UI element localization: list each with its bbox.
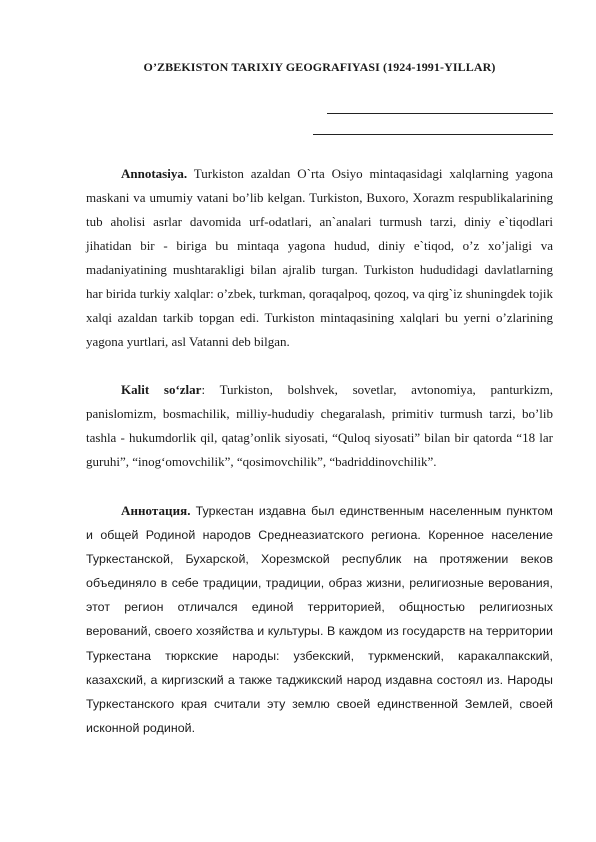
author-line-2 (313, 134, 553, 135)
keywords-uz-paragraph (86, 378, 553, 474)
annotation-ru-label: Аннотация. (121, 503, 191, 518)
keywords-uz-label: Kalit so‘zlar (121, 382, 202, 397)
annotation-uz-label: Annotasiya. (121, 166, 188, 181)
document-title: O’ZBEKISTON TARIXIY GEOGRAFIYASI (1924-1991-YILLAR) (143, 60, 496, 74)
annotation-uz-text: Turkiston azaldan O`rta Osiyo mintaqasidagi xalqlarning yagona maskani va umumiy vatani bo’lib kelgan. Turkiston, Buxoro, Xorazm respublikalarining tub aholisi asrlar davomida urf-odatlari, an`analari turmush tarzi, diniy e`tiqodlari jihatidan bir - biriga bu mintaqa yagona hudud, diniy e`tiqod, o’z xo’jaligi va madaniyatining mushtarakligi bilan ajralib turgan. Turkiston hududidagi davlatlarning har birida turkiy xalqlar: o’zbek, turkman, qoraqalpoq, qozoq, va qirg`iz shuningdek tojik xalqi azaldan tarkib topgan edi. Turkiston mintaqasining xalqlari bu yerni o’zlarining yagona yurtlari, asl Vatanni deb bilgan. (86, 166, 553, 349)
annotation-ru-paragraph (86, 499, 553, 740)
keywords-uz-text: : Turkiston, bolshvek, sovetlar, avtonomiya, panturkizm, panislomizm, bosmachilik, milliy-hududiy chegaralash, primitiv turmush tarzi, bo’lib tashla - hukumdorlik qil, qatag’onlik siyosati, “Quloq siyosati” bilan bir qatorda “18 lar guruhi”, “inog‘omovchilik”, “qosimovchilik”, “badriddinovchilik”. (86, 382, 553, 469)
annotation-uz-paragraph (86, 162, 553, 354)
author-line-1 (327, 113, 553, 114)
annotation-ru-text: Туркестан издавна был единственным населенным пунктом и общей Родиной народов Среднеазиатского региона. Коренное население Туркестанской, Бухарской, Хорезмской республик на протяжении веков объединяло в себе традиции, традиции, образ жизни, религиозные верования, этот регион отличался единой территорией, общностью религиозных верований, своего хозяйства и культуры. В каждом из государств на территории Туркестана тюркские народы: узбекский, туркменский, каракалпакский, казахский, а киргизский а также таджикский народ издавна состоял из. Народы Туркестанского края считали эту землю своей единственной Землей, своей исконной родиной. (86, 504, 553, 735)
